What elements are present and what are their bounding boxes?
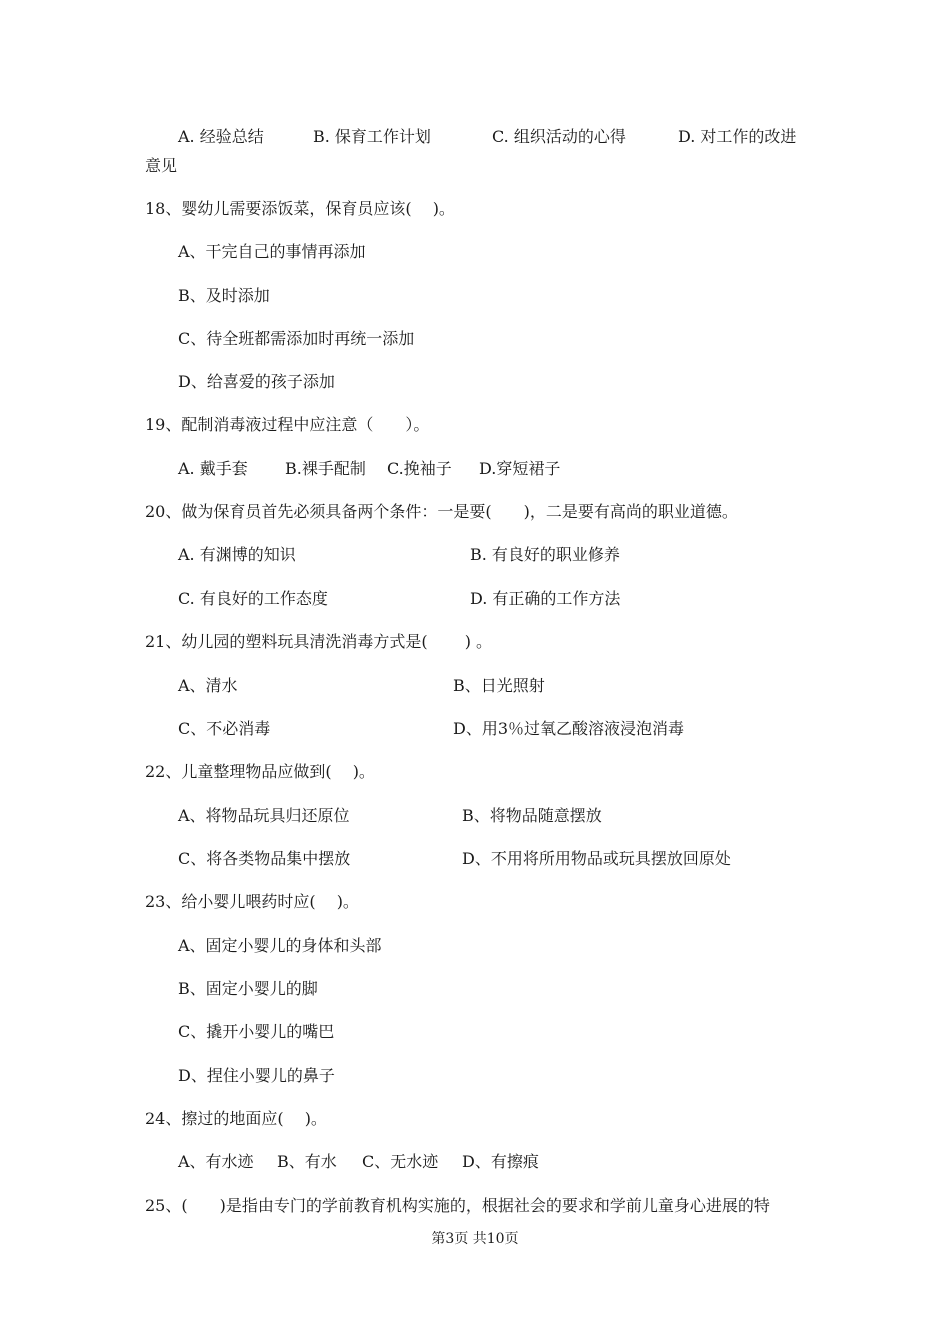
q18-stem: 18、婴幼儿需要添饭菜，保育员应该( )。 (145, 199, 455, 218)
q22-option-b: B、将物品随意摆放 (462, 806, 602, 825)
q21-option-d: D、用3％过氧乙酸溶液浸泡消毒 (453, 719, 685, 738)
q19-stem: 19、配制消毒液过程中应注意（ ）。 (145, 415, 430, 434)
q17-option-c: C. 组织活动的心得 (492, 127, 626, 146)
q24-option-a: A、有水迹 (178, 1152, 254, 1171)
q19-option-b: B.裸手配制 (285, 459, 366, 478)
q23-option-a: A、固定小婴儿的身体和头部 (178, 936, 382, 955)
q17-option-d-continued: 意见 (145, 156, 178, 175)
q23-option-d: D、捏住小婴儿的鼻子 (178, 1066, 335, 1085)
q21-option-a: A、清水 (178, 676, 238, 695)
q23-option-c: C、撬开小婴儿的嘴巴 (178, 1022, 335, 1041)
q17-option-d: D. 对工作的改进 (678, 127, 797, 146)
q19-option-a: A. 戴手套 (178, 459, 248, 478)
page-number-footer: 第3页 共10页 (431, 1231, 519, 1247)
q17-option-a: A. 经验总结 (178, 127, 264, 146)
q24-option-b: B、有水 (277, 1152, 337, 1171)
q21-option-b: B、日光照射 (453, 676, 545, 695)
q22-option-c: C、将各类物品集中摆放 (178, 849, 351, 868)
q24-stem: 24、擦过的地面应( )。 (145, 1109, 327, 1128)
q25-stem: 25、( )是指由专门的学前教育机构实施的，根据社会的要求和学前儿童身心进展的特 (145, 1196, 770, 1215)
q23-stem: 23、给小婴儿喂药时应( )。 (145, 892, 359, 911)
q22-option-a: A、将物品玩具归还原位 (178, 806, 350, 825)
q18-option-c: C、待全班都需添加时再统一添加 (178, 329, 415, 348)
q18-option-a: A、干完自己的事情再添加 (178, 242, 366, 261)
q20-stem: 20、做为保育员首先必须具备两个条件：一是要( )，二是要有高尚的职业道德。 (145, 502, 738, 521)
q20-option-a: A. 有渊博的知识 (178, 545, 296, 564)
q23-option-b: B、固定小婴儿的脚 (178, 979, 318, 998)
q20-option-b: B. 有良好的职业修养 (470, 545, 620, 564)
q18-option-b: B、及时添加 (178, 286, 270, 305)
q18-option-d: D、给喜爱的孩子添加 (178, 372, 335, 391)
q22-stem: 22、儿童整理物品应做到( )。 (145, 762, 375, 781)
q20-option-d: D. 有正确的工作方法 (470, 589, 621, 608)
q19-option-d: D.穿短裙子 (479, 459, 561, 478)
q21-stem: 21、幼儿园的塑料玩具清洗消毒方式是( ) 。 (145, 632, 493, 651)
q20-option-c: C. 有良好的工作态度 (178, 589, 328, 608)
q21-option-c: C、不必消毒 (178, 719, 271, 738)
q22-option-d: D、不用将所用物品或玩具摆放回原处 (462, 849, 731, 868)
q24-option-d: D、有擦痕 (462, 1152, 539, 1171)
q24-option-c: C、无水迹 (362, 1152, 439, 1171)
q17-option-b: B. 保育工作计划 (313, 127, 431, 146)
q19-option-c: C.挽袖子 (387, 459, 452, 478)
